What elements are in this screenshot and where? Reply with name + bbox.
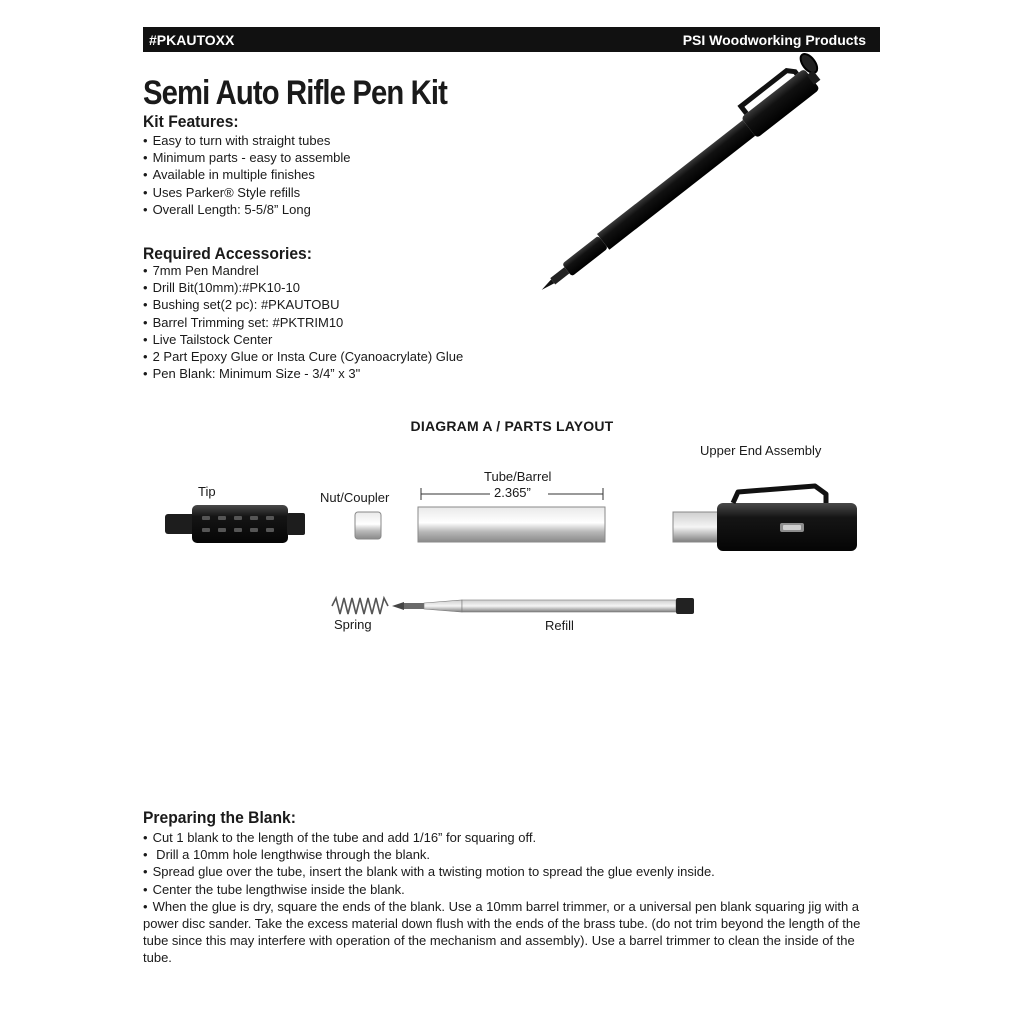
nut-coupler-part: [355, 512, 381, 539]
tip-label: Tip: [198, 484, 216, 499]
list-item: • Drill Bit(10mm):#PK10-10: [143, 279, 463, 296]
preparing-blank-list: [143, 829, 873, 967]
kit-features-list: [143, 132, 351, 218]
tube-barrel-label: Tube/Barrel: [484, 469, 552, 484]
preparing-blank-heading: Preparing the Blank:: [143, 808, 296, 827]
upper-end-label: Upper End Assembly: [700, 443, 822, 458]
header-bar: [143, 27, 880, 52]
sku-label: #PKAUTOXX: [149, 31, 235, 48]
list-item: • Spread glue over the tube, insert the blank with a twisting motion to spread the glue evenly inside.: [143, 863, 873, 880]
list-item: • Barrel Trimming set: #PKTRIM10: [143, 314, 463, 331]
tip-part: [165, 505, 305, 543]
refill-label: Refill: [545, 618, 574, 633]
list-item: • Live Tailstock Center: [143, 331, 463, 348]
refill-part: [392, 598, 694, 614]
required-accessories-list: [143, 262, 463, 382]
required-accessories-heading: Required Accessories:: [143, 244, 312, 263]
page-title: Semi Auto Rifle Pen Kit: [143, 74, 448, 112]
diagram-title: DIAGRAM A / PARTS LAYOUT: [410, 418, 614, 434]
spring-label: Spring: [334, 617, 372, 632]
list-item: • Cut 1 blank to the length of the tube and add 1/16” for squaring off.: [143, 829, 873, 846]
spring-part: [332, 598, 388, 614]
list-item: • Bushing set(2 pc): #PKAUTOBU: [143, 296, 463, 313]
brand-label: PSI Woodworking Products: [682, 31, 866, 48]
upper-end-part: [673, 486, 857, 551]
list-item: • 7mm Pen Mandrel: [143, 262, 463, 279]
tube-length-label: 2.365”: [494, 485, 531, 500]
list-item: • Minimum parts - easy to assemble: [143, 149, 351, 166]
list-item: • Available in multiple finishes: [143, 166, 351, 183]
list-item: • 2 Part Epoxy Glue or Insta Cure (Cyanoacrylate) Glue: [143, 348, 463, 365]
assembled-pen: [526, 51, 830, 300]
list-item: • Center the tube lengthwise inside the blank.: [143, 881, 873, 898]
kit-features-heading: Kit Features:: [143, 112, 239, 131]
list-item: • Overall Length: 5-5/8” Long: [143, 201, 351, 218]
list-item: • Pen Blank: Minimum Size - 3/4” x 3": [143, 365, 463, 382]
list-item: • When the glue is dry, square the ends of the blank. Use a 10mm barrel trimmer, or a universal pen blank squaring jig with a power disc sander. Take the excess material down flush with the ends of the brass tube. (do not trim beyond the length of the tube since this may interfere with operation of the mechanism and assembly). Use a barrel trimmer to clean the inside of the tube.: [143, 898, 873, 967]
list-item: • Uses Parker® Style refills: [143, 184, 351, 201]
nut-coupler-label: Nut/Coupler: [320, 490, 390, 505]
list-item: • Drill a 10mm hole lengthwise through the blank.: [143, 846, 873, 863]
tube-barrel-part: [418, 507, 605, 542]
list-item: • Easy to turn with straight tubes: [143, 132, 351, 149]
